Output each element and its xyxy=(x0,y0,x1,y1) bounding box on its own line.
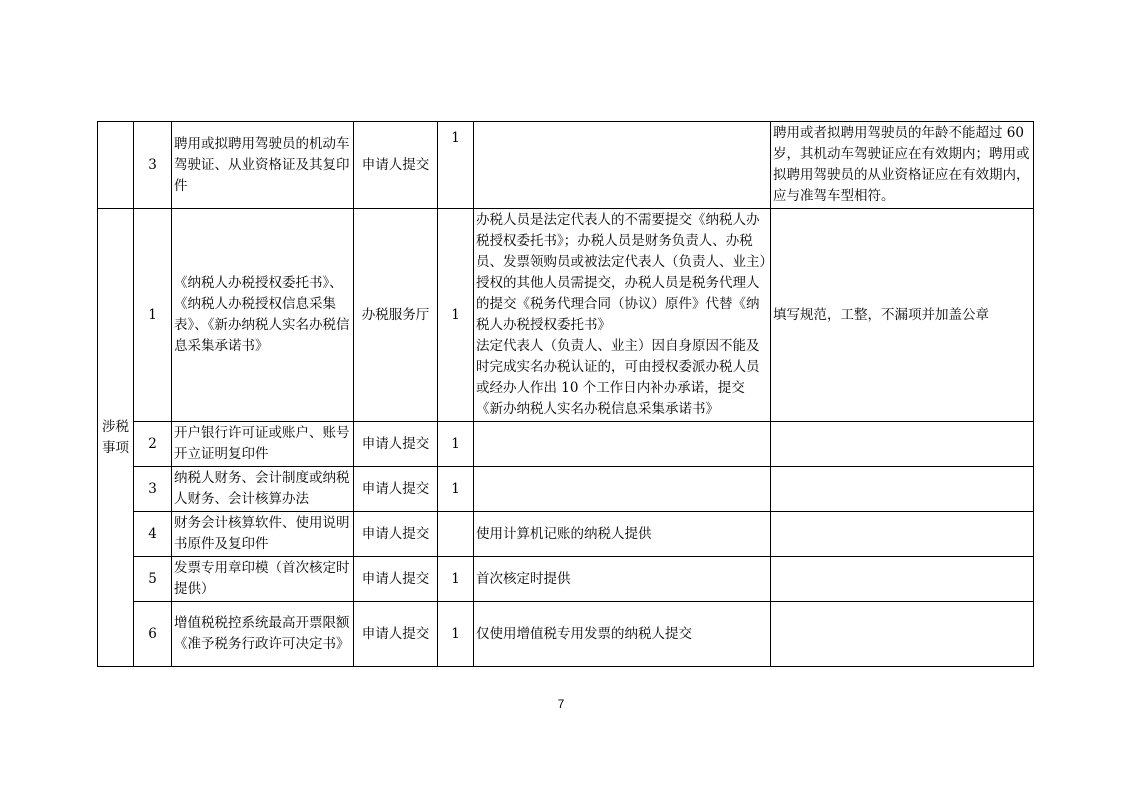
material-name: 开户银行许可证或账户、账号开立证明复印件 xyxy=(172,422,354,467)
material-name: 聘用或拟聘用驾驶员的机动车驾驶证、从业资格证及其复印件 xyxy=(172,122,354,209)
submission-condition xyxy=(474,122,771,209)
submission-condition: 首次核定时提供 xyxy=(474,557,771,602)
row-number: 6 xyxy=(134,602,172,667)
material-requirement: 填写规范，工整，不漏项并加盖公章 xyxy=(771,209,1034,422)
materials-table xyxy=(97,121,1034,667)
table-row xyxy=(98,557,1034,602)
material-requirement xyxy=(771,422,1034,467)
submission-method: 申请人提交 xyxy=(354,602,438,667)
group-label: 涉税事项 xyxy=(102,418,129,456)
page-number: 7 xyxy=(557,697,565,711)
table-row xyxy=(98,209,1034,422)
material-name: 纳税人财务、会计制度或纳税人财务、会计核算办法 xyxy=(172,467,354,512)
submission-method: 申请人提交 xyxy=(354,512,438,557)
copy-count: 1 xyxy=(438,422,474,467)
table-row xyxy=(98,122,1034,209)
submission-method: 申请人提交 xyxy=(354,557,438,602)
copy-count: 1 xyxy=(438,209,474,422)
row-number: 2 xyxy=(134,422,172,467)
submission-condition: 仅使用增值税专用发票的纳税人提交 xyxy=(474,602,771,667)
table-row xyxy=(98,422,1034,467)
copy-count: 1 xyxy=(438,122,474,209)
copy-count xyxy=(438,512,474,557)
submission-condition xyxy=(474,422,771,467)
condition-paragraph-1: 办税人员是法定代表人的不需要提交《纳税人办税授权委托书》；办税人员是财务负责人、办税员、发票领购员或被法定代表人（负责人、业主）授权的其他人员需提交，办税人员是税务代理人的提交《税务代理合同（协议）原件》代替《纳税人办税授权委托书》 xyxy=(476,212,767,333)
material-name: 《纳税人办税授权委托书》、《纳税人办税授权信息采集表》、《新办纳税人实名办税信息采集承诺书》 xyxy=(172,209,354,422)
submission-method: 办税服务厅 xyxy=(354,209,438,422)
group-cell-tax-matters xyxy=(98,209,134,667)
submission-condition xyxy=(474,209,771,422)
copy-count: 1 xyxy=(438,602,474,667)
material-requirement xyxy=(771,557,1034,602)
submission-condition: 使用计算机记账的纳税人提供 xyxy=(474,512,771,557)
row-number: 4 xyxy=(134,512,172,557)
material-name: 财务会计核算软件、使用说明书原件及复印件 xyxy=(172,512,354,557)
material-requirement: 聘用或者拟聘用驾驶员的年龄不能超过 60 岁，其机动车驾驶证应在有效期内；聘用或拟聘用驾驶员的从业资格证应在有效期内，应与准驾车型相符。 xyxy=(771,122,1034,209)
table-row xyxy=(98,602,1034,667)
submission-condition xyxy=(474,467,771,512)
table-row xyxy=(98,512,1034,557)
material-name: 增值税税控系统最高开票限额《准予税务行政许可决定书》 xyxy=(172,602,354,667)
material-requirement xyxy=(771,602,1034,667)
row-number: 5 xyxy=(134,557,172,602)
material-requirement xyxy=(771,512,1034,557)
material-name: 发票专用章印模（首次核定时提供） xyxy=(172,557,354,602)
row-number: 1 xyxy=(134,209,172,422)
submission-method: 申请人提交 xyxy=(354,467,438,512)
submission-method: 申请人提交 xyxy=(354,122,438,209)
copy-count: 1 xyxy=(438,467,474,512)
row-number: 3 xyxy=(134,467,172,512)
material-requirement xyxy=(771,467,1034,512)
group-cell-empty xyxy=(98,122,134,209)
copy-count: 1 xyxy=(438,557,474,602)
submission-method: 申请人提交 xyxy=(354,422,438,467)
row-number: 3 xyxy=(134,122,172,209)
table-row xyxy=(98,467,1034,512)
condition-paragraph-2: 法定代表人（负责人、业主）因自身原因不能及时完成实名办税认证的，可由授权委派办税人员或经办人作出 10 个工作日内补办承诺，提交《新办纳税人实名办税信息采集承诺书》 xyxy=(476,338,760,417)
